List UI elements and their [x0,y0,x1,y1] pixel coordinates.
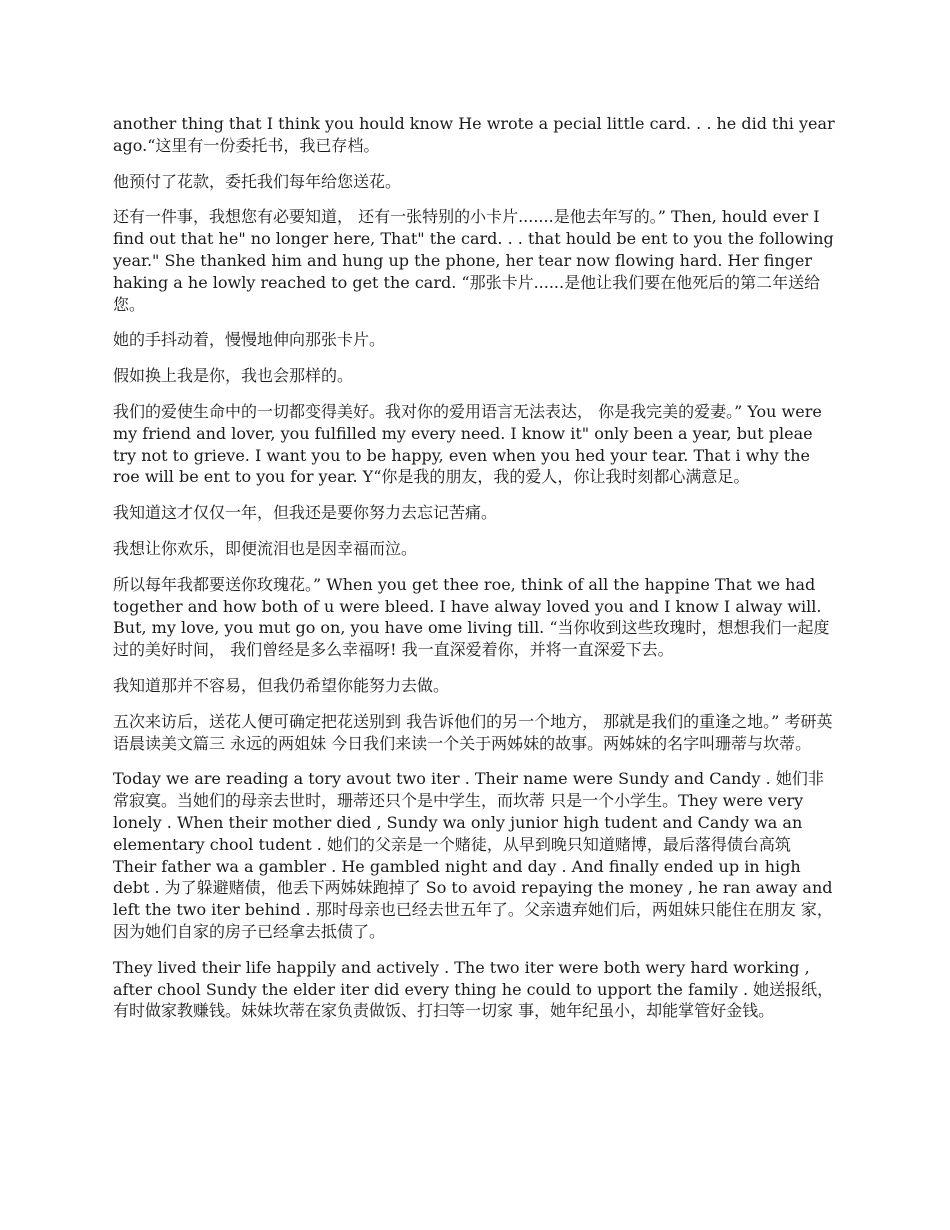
paragraph: 假如换上我是你，我也会那样的。 [113,366,354,386]
paragraph: 我们的爱使生命中的一切都变得美好。我对你的爱用语言无法表达， 你是我完美的爱妻。” You were my friend and lover, you fulfilled my every need. I know it" only been a year, but pleae try not to grieve. I want you to be happy, even when you hed your tear. That i why the roe will be ent to you for year. Y“你是我的朋友，我的爱人，你让我时刻都心满意足。 [113,401,822,487]
document-body [113,113,839,1036]
paragraph: 五次来访后，送花人便可确定把花送别到 我告诉他们的另一个地方， 那就是我们的重逢之地。” 考研英语晨读美文篇三 永远的两姐妹 今日我们来读一个关于两姊妹的故事。两姊妹的名字叫珊蒂与坎蒂。 [113,711,833,753]
paragraph: 我知道这才仅仅一年，但我还是要你努力去忘记苦痛。 [113,503,498,523]
paragraph: 他预付了花款，委托我们每年给您送花。 [113,171,402,191]
paragraph: 她的手抖动着，慢慢地伸向那张卡片。 [113,330,386,350]
paragraph: 我知道那并不容易，但我仍希望你能努力去做。 [113,675,450,695]
paragraph: Today we are reading a tory avout two iter . Their name were Sundy and Candy . 她们非常寂寞。当她们的母亲去世时，珊蒂还只个是中学生，而坎蒂 只是一个小学生。They were very lonely . When their mother died , Sundy wa only junior high tudent and Candy wa an elementary chool tudent . 她们的父亲是一个赌徒，从早到晚只知道赌博，最后落得债台高筑 Their father wa a gambler . He gambled night and day . And finally ended up in high debt . 为了躲避赌债，他丢下两姊妹跑掉了 So to avoid repaying the money , he ran away and left the two iter behind . 那时母亲也已经去世五年了。父亲遗弃她们后，两姐妹只能住在朋友 家，因为她们自家的房子已经拿去抵债了。 [113,769,833,941]
paragraph: another thing that I think you hould know He wrote a pecial little card. . . he did thi year ago.“这里有一份委托书，我已存档。 [113,114,835,155]
paragraph: 所以每年我都要送你玫瑰花。” When you get thee roe, think of all the happine That we had together and how both of u were bleed. I have alway loved you and I know I alway will. But, my love, you mut go on, you have ome living till. “当你收到这些玫瑰时，想想我们一起度过的美好时间， 我们曾经是多么幸福呀! 我一直深爱着你，并将一直深爱下去。 [113,574,830,660]
paragraph: 还有一件事，我想您有必要知道， 还有一张特别的小卡片.......是他去年写的。” Then, hould ever I find out that he" no longer here, That" the card. . . that hould be ent to you the following year." She thanked him and hung up the phone, her tear now flowing hard. Her finger haking a he lowly reached to get the card. “那张卡片......是他让我们要在他死后的第二年送给您。 [113,207,834,314]
paragraph: They lived their life happily and actively . The two iter were both wery hard working , after chool Sundy the elder iter did every thing he could to upport the family . 她送报纸，有时做家教赚钱。妹妹坎蒂在家负责做饭、打扫等一切家 事，她年纪虽小，却能掌管好金钱。 [113,957,834,1021]
paragraph: 我想让你欢乐，即便流泪也是因幸福而泣。 [113,538,418,558]
